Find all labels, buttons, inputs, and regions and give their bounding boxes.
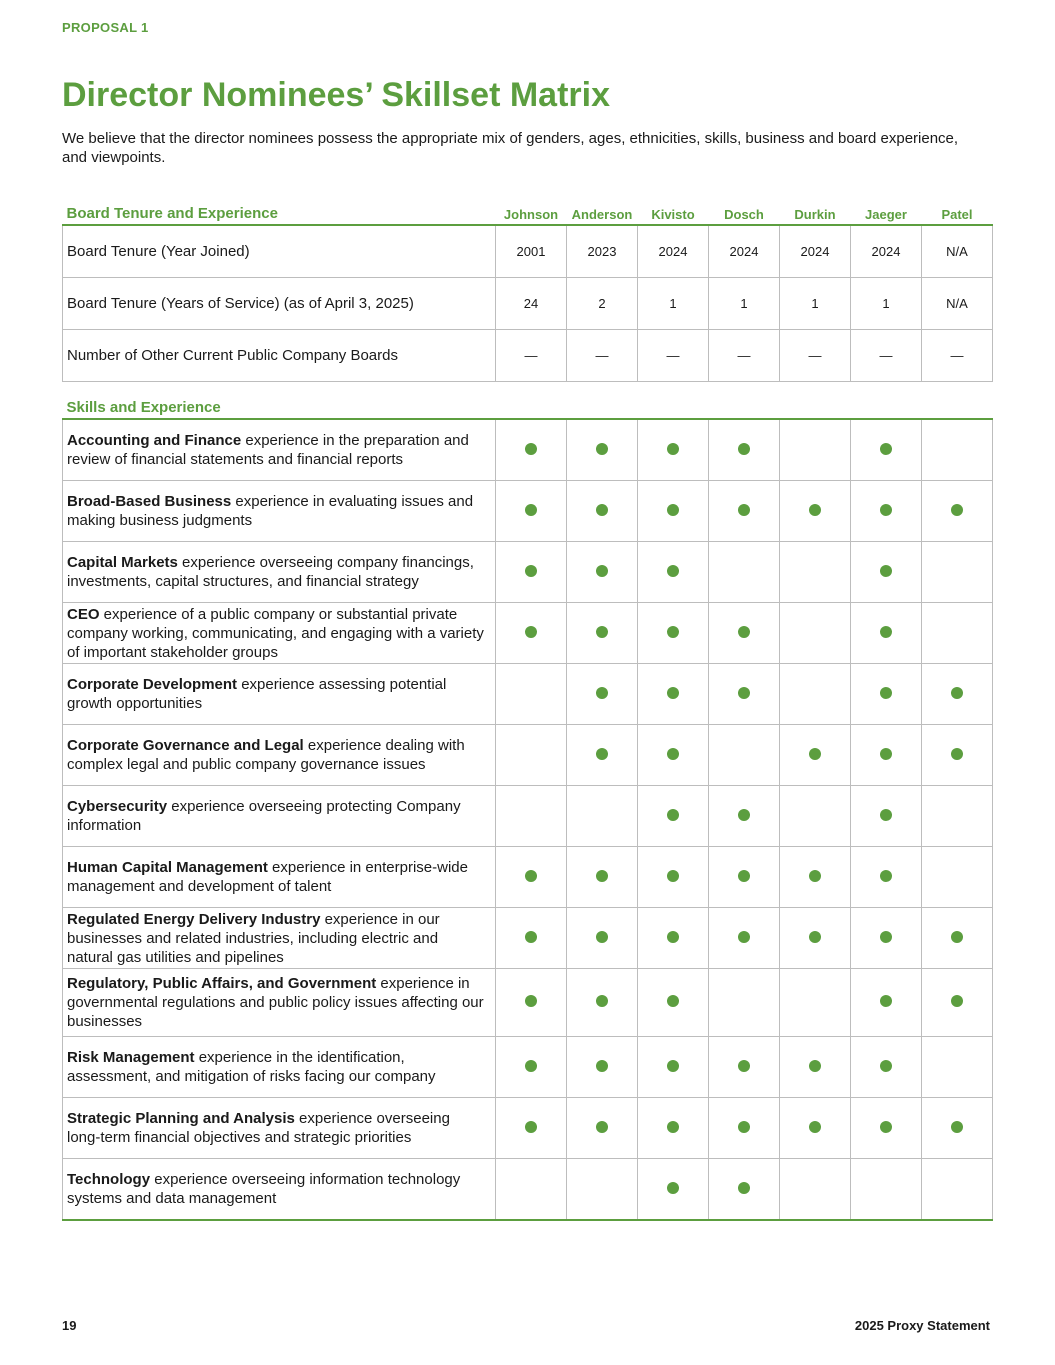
check-dot-icon bbox=[809, 1060, 821, 1072]
check-dot-icon bbox=[880, 931, 892, 943]
skill-cell bbox=[567, 725, 638, 786]
skill-description: experience in the preparation and review of financial statements and financial reports bbox=[67, 432, 469, 468]
check-dot-icon bbox=[596, 931, 608, 943]
check-dot-icon bbox=[738, 504, 750, 516]
check-dot-icon bbox=[667, 748, 679, 760]
skill-cell bbox=[496, 908, 567, 969]
skill-cell bbox=[851, 725, 922, 786]
skill-cell bbox=[567, 969, 638, 1037]
check-dot-icon bbox=[738, 870, 750, 882]
skill-name: Corporate Development bbox=[67, 676, 238, 693]
tenure-header-row bbox=[63, 200, 993, 225]
skill-label bbox=[63, 847, 496, 908]
skill-description: experience in the identification, assessment, and mitigation of risks facing our company bbox=[67, 1049, 436, 1085]
director-name: Jaeger bbox=[851, 200, 922, 225]
check-dot-icon bbox=[525, 995, 537, 1007]
tenure-row bbox=[63, 278, 993, 330]
skill-cell bbox=[709, 969, 780, 1037]
check-dot-icon bbox=[880, 809, 892, 821]
tenure-label: Board Tenure (Year Joined) bbox=[63, 225, 496, 278]
skill-label bbox=[63, 603, 496, 664]
check-dot-icon bbox=[596, 995, 608, 1007]
director-name: Johnson bbox=[496, 200, 567, 225]
tenure-rows bbox=[63, 225, 993, 382]
skill-cell bbox=[638, 1037, 709, 1098]
skill-cell bbox=[638, 419, 709, 481]
tenure-value: — bbox=[496, 330, 567, 382]
skill-cell bbox=[780, 847, 851, 908]
check-dot-icon bbox=[951, 748, 963, 760]
skill-cell bbox=[922, 1159, 993, 1221]
skill-row bbox=[63, 725, 993, 786]
skill-cell bbox=[922, 603, 993, 664]
check-dot-icon bbox=[596, 748, 608, 760]
skill-cell bbox=[496, 725, 567, 786]
skill-cell bbox=[922, 481, 993, 542]
skill-cell bbox=[922, 725, 993, 786]
skill-cell bbox=[638, 542, 709, 603]
skill-cell bbox=[709, 725, 780, 786]
skill-description: experience in evaluating issues and making business judgments bbox=[67, 493, 474, 529]
check-dot-icon bbox=[880, 995, 892, 1007]
skill-name: Risk Management bbox=[67, 1049, 195, 1066]
skill-cell bbox=[709, 419, 780, 481]
skill-cell bbox=[638, 847, 709, 908]
skill-cell bbox=[780, 481, 851, 542]
check-dot-icon bbox=[809, 748, 821, 760]
skill-cell bbox=[638, 1098, 709, 1159]
tenure-value: 2024 bbox=[780, 225, 851, 278]
tenure-value: 1 bbox=[709, 278, 780, 330]
check-dot-icon bbox=[738, 809, 750, 821]
skill-cell bbox=[922, 664, 993, 725]
tenure-heading: Board Tenure and Experience bbox=[63, 200, 496, 225]
check-dot-icon bbox=[738, 931, 750, 943]
check-dot-icon bbox=[596, 443, 608, 455]
skill-cell bbox=[922, 847, 993, 908]
tenure-value: 1 bbox=[638, 278, 709, 330]
skill-row bbox=[63, 1159, 993, 1221]
skill-cell bbox=[851, 847, 922, 908]
skill-cell bbox=[780, 1037, 851, 1098]
skill-name: CEO bbox=[67, 605, 100, 623]
matrix-table bbox=[62, 200, 993, 1221]
skill-cell bbox=[780, 725, 851, 786]
skill-label bbox=[63, 542, 496, 603]
skill-cell bbox=[922, 542, 993, 603]
skills-matrix bbox=[62, 200, 993, 1221]
tenure-value: 24 bbox=[496, 278, 567, 330]
check-dot-icon bbox=[951, 1121, 963, 1133]
skill-row bbox=[63, 1037, 993, 1098]
skills-rows bbox=[63, 419, 993, 1220]
tenure-value: 1 bbox=[780, 278, 851, 330]
check-dot-icon bbox=[880, 870, 892, 882]
skill-name: Regulatory, Public Affairs, and Government bbox=[67, 975, 377, 992]
director-name: Durkin bbox=[780, 200, 851, 225]
skill-cell bbox=[851, 603, 922, 664]
check-dot-icon bbox=[596, 1121, 608, 1133]
document-title: 2025 Proxy Statement bbox=[854, 1318, 990, 1333]
skill-cell bbox=[922, 969, 993, 1037]
skill-name: Capital Markets bbox=[67, 554, 178, 571]
skill-cell bbox=[638, 664, 709, 725]
tenure-value: — bbox=[638, 330, 709, 382]
skill-cell bbox=[567, 1098, 638, 1159]
skill-row bbox=[63, 908, 993, 969]
skill-name: Broad-Based Business bbox=[67, 493, 232, 510]
check-dot-icon bbox=[596, 687, 608, 699]
skill-name: Human Capital Management bbox=[67, 859, 268, 876]
skill-cell bbox=[709, 786, 780, 847]
skill-row bbox=[63, 1098, 993, 1159]
check-dot-icon bbox=[880, 504, 892, 516]
tenure-value: — bbox=[709, 330, 780, 382]
check-dot-icon bbox=[667, 626, 679, 638]
skill-cell bbox=[567, 1037, 638, 1098]
check-dot-icon bbox=[738, 1182, 750, 1194]
check-dot-icon bbox=[596, 626, 608, 638]
skill-description: experience overseeing company financings, investments, capital structures, and financial strategy bbox=[67, 554, 474, 590]
skill-cell bbox=[780, 419, 851, 481]
skill-row bbox=[63, 603, 993, 664]
check-dot-icon bbox=[951, 687, 963, 699]
skill-label bbox=[63, 1159, 496, 1221]
check-dot-icon bbox=[525, 504, 537, 516]
skill-cell bbox=[780, 969, 851, 1037]
skill-cell bbox=[567, 481, 638, 542]
skill-label bbox=[63, 1037, 496, 1098]
skill-cell bbox=[851, 542, 922, 603]
check-dot-icon bbox=[738, 1060, 750, 1072]
check-dot-icon bbox=[880, 748, 892, 760]
skill-cell bbox=[567, 542, 638, 603]
check-dot-icon bbox=[667, 995, 679, 1007]
check-dot-icon bbox=[667, 504, 679, 516]
section-label: PROPOSAL 1 bbox=[62, 20, 149, 35]
skill-cell bbox=[709, 1159, 780, 1221]
skill-label bbox=[63, 786, 496, 847]
check-dot-icon bbox=[525, 1060, 537, 1072]
skill-cell bbox=[780, 1098, 851, 1159]
skill-name: Strategic Planning and Analysis bbox=[67, 1110, 295, 1127]
check-dot-icon bbox=[809, 504, 821, 516]
skill-cell bbox=[567, 786, 638, 847]
skill-cell bbox=[780, 664, 851, 725]
skill-cell bbox=[638, 908, 709, 969]
check-dot-icon bbox=[738, 443, 750, 455]
check-dot-icon bbox=[809, 1121, 821, 1133]
skill-cell bbox=[496, 1159, 567, 1221]
tenure-value: 2024 bbox=[638, 225, 709, 278]
skill-row bbox=[63, 664, 993, 725]
skill-cell bbox=[851, 1159, 922, 1221]
check-dot-icon bbox=[880, 1060, 892, 1072]
skill-cell bbox=[496, 847, 567, 908]
tenure-value: N/A bbox=[922, 225, 993, 278]
intro-paragraph: We believe that the director nominees possess the appropriate mix of genders, ages, ethnicities, skills, business and board experience, and viewpoints. bbox=[62, 130, 959, 166]
tenure-value: 2001 bbox=[496, 225, 567, 278]
skill-cell bbox=[567, 664, 638, 725]
skill-row bbox=[63, 542, 993, 603]
check-dot-icon bbox=[525, 565, 537, 577]
check-dot-icon bbox=[951, 504, 963, 516]
skill-cell bbox=[496, 786, 567, 847]
skills-header-row bbox=[63, 394, 993, 419]
skill-name: Cybersecurity bbox=[67, 798, 168, 815]
skill-cell bbox=[496, 481, 567, 542]
skill-cell bbox=[638, 481, 709, 542]
skills-heading: Skills and Experience bbox=[63, 394, 993, 419]
check-dot-icon bbox=[951, 931, 963, 943]
skill-cell bbox=[851, 481, 922, 542]
skill-cell bbox=[496, 1098, 567, 1159]
check-dot-icon bbox=[880, 1121, 892, 1133]
skill-label bbox=[63, 908, 496, 969]
skill-description: experience of a public company or substantial private company working, communicating, and engaging with a variety of important stakeholder groups bbox=[67, 605, 484, 661]
director-name: Patel bbox=[922, 200, 993, 225]
skill-description: experience overseeing protecting Company information bbox=[67, 798, 461, 834]
skill-cell bbox=[780, 542, 851, 603]
director-name: Kivisto bbox=[638, 200, 709, 225]
skill-label bbox=[63, 1098, 496, 1159]
tenure-value: — bbox=[780, 330, 851, 382]
tenure-label: Board Tenure (Years of Service) (as of April 3, 2025) bbox=[63, 278, 496, 330]
check-dot-icon bbox=[880, 626, 892, 638]
check-dot-icon bbox=[667, 931, 679, 943]
skill-row bbox=[63, 481, 993, 542]
skill-description: experience overseeing information technology systems and data management bbox=[67, 1171, 461, 1207]
skill-cell bbox=[922, 1037, 993, 1098]
check-dot-icon bbox=[951, 995, 963, 1007]
skill-name: Technology bbox=[67, 1171, 151, 1188]
tenure-value: N/A bbox=[922, 278, 993, 330]
skill-name: Accounting and Finance bbox=[67, 432, 242, 449]
skill-cell bbox=[780, 1159, 851, 1221]
skill-cell bbox=[922, 419, 993, 481]
tenure-label: Number of Other Current Public Company Boards bbox=[63, 330, 496, 382]
skill-description: experience in enterprise-wide management and development of talent bbox=[67, 859, 468, 895]
tenure-value: 2024 bbox=[851, 225, 922, 278]
skill-row bbox=[63, 786, 993, 847]
spacer bbox=[63, 382, 993, 420]
page-title: Director Nominees’ Skillset Matrix bbox=[62, 76, 610, 114]
skill-description: experience in governmental regulations and public policy issues affecting our businesses bbox=[67, 975, 484, 1030]
check-dot-icon bbox=[525, 443, 537, 455]
tenure-value: 2024 bbox=[709, 225, 780, 278]
skill-cell bbox=[709, 481, 780, 542]
director-name: Dosch bbox=[709, 200, 780, 225]
skill-cell bbox=[496, 664, 567, 725]
check-dot-icon bbox=[880, 565, 892, 577]
check-dot-icon bbox=[525, 626, 537, 638]
check-dot-icon bbox=[667, 443, 679, 455]
tenure-value: 2 bbox=[567, 278, 638, 330]
skill-cell bbox=[709, 847, 780, 908]
check-dot-icon bbox=[667, 870, 679, 882]
skill-cell bbox=[496, 542, 567, 603]
check-dot-icon bbox=[525, 1121, 537, 1133]
check-dot-icon bbox=[667, 687, 679, 699]
skill-cell bbox=[496, 1037, 567, 1098]
skill-description: experience in our businesses and related industries, including electric and natural gas utilities and pipelines bbox=[67, 910, 440, 966]
skill-cell bbox=[922, 1098, 993, 1159]
skill-label bbox=[63, 419, 496, 481]
skill-cell bbox=[851, 664, 922, 725]
skill-cell bbox=[709, 542, 780, 603]
skill-cell bbox=[780, 603, 851, 664]
skill-label bbox=[63, 664, 496, 725]
check-dot-icon bbox=[596, 565, 608, 577]
skill-cell bbox=[638, 786, 709, 847]
skill-cell bbox=[638, 603, 709, 664]
tenure-row bbox=[63, 330, 993, 382]
skill-cell bbox=[851, 969, 922, 1037]
skill-label bbox=[63, 969, 496, 1037]
skill-cell bbox=[851, 1037, 922, 1098]
skill-cell bbox=[851, 419, 922, 481]
check-dot-icon bbox=[667, 1121, 679, 1133]
director-name: Anderson bbox=[567, 200, 638, 225]
tenure-row bbox=[63, 225, 993, 278]
check-dot-icon bbox=[880, 443, 892, 455]
skill-cell bbox=[567, 847, 638, 908]
check-dot-icon bbox=[667, 1182, 679, 1194]
skill-cell bbox=[638, 1159, 709, 1221]
check-dot-icon bbox=[525, 870, 537, 882]
skill-cell bbox=[567, 419, 638, 481]
check-dot-icon bbox=[667, 809, 679, 821]
check-dot-icon bbox=[525, 931, 537, 943]
check-dot-icon bbox=[880, 687, 892, 699]
check-dot-icon bbox=[596, 504, 608, 516]
skill-label bbox=[63, 481, 496, 542]
skill-name: Regulated Energy Delivery Industry bbox=[67, 910, 321, 928]
skill-cell bbox=[780, 908, 851, 969]
check-dot-icon bbox=[738, 626, 750, 638]
skill-cell bbox=[851, 908, 922, 969]
skill-cell bbox=[851, 1098, 922, 1159]
skill-description: experience assessing potential growth opportunities bbox=[67, 676, 447, 712]
check-dot-icon bbox=[809, 931, 821, 943]
skill-row bbox=[63, 847, 993, 908]
skill-cell bbox=[922, 786, 993, 847]
skill-cell bbox=[496, 419, 567, 481]
check-dot-icon bbox=[596, 1060, 608, 1072]
check-dot-icon bbox=[738, 1121, 750, 1133]
skill-cell bbox=[780, 786, 851, 847]
skill-cell bbox=[851, 786, 922, 847]
skill-cell bbox=[709, 908, 780, 969]
tenure-value: 1 bbox=[851, 278, 922, 330]
skill-cell bbox=[709, 664, 780, 725]
check-dot-icon bbox=[738, 687, 750, 699]
skill-cell bbox=[638, 725, 709, 786]
skill-cell bbox=[567, 603, 638, 664]
check-dot-icon bbox=[667, 565, 679, 577]
skill-cell bbox=[496, 969, 567, 1037]
skill-cell bbox=[709, 603, 780, 664]
tenure-value: 2023 bbox=[567, 225, 638, 278]
check-dot-icon bbox=[667, 1060, 679, 1072]
skill-cell bbox=[496, 603, 567, 664]
tenure-value: — bbox=[851, 330, 922, 382]
page-number: 19 bbox=[62, 1318, 77, 1333]
skill-cell bbox=[638, 969, 709, 1037]
skill-cell bbox=[922, 908, 993, 969]
check-dot-icon bbox=[809, 870, 821, 882]
skill-cell bbox=[709, 1037, 780, 1098]
skill-description: experience overseeing long-term financial objectives and strategic priorities bbox=[67, 1110, 450, 1146]
check-dot-icon bbox=[596, 870, 608, 882]
skill-cell bbox=[567, 1159, 638, 1221]
skill-description: experience dealing with complex legal and public company governance issues bbox=[67, 737, 465, 773]
skill-row bbox=[63, 969, 993, 1037]
skill-row bbox=[63, 419, 993, 481]
tenure-value: — bbox=[567, 330, 638, 382]
skill-name: Corporate Governance and Legal bbox=[67, 737, 304, 754]
skill-label bbox=[63, 725, 496, 786]
skill-cell bbox=[567, 908, 638, 969]
skill-cell bbox=[709, 1098, 780, 1159]
tenure-value: — bbox=[922, 330, 993, 382]
